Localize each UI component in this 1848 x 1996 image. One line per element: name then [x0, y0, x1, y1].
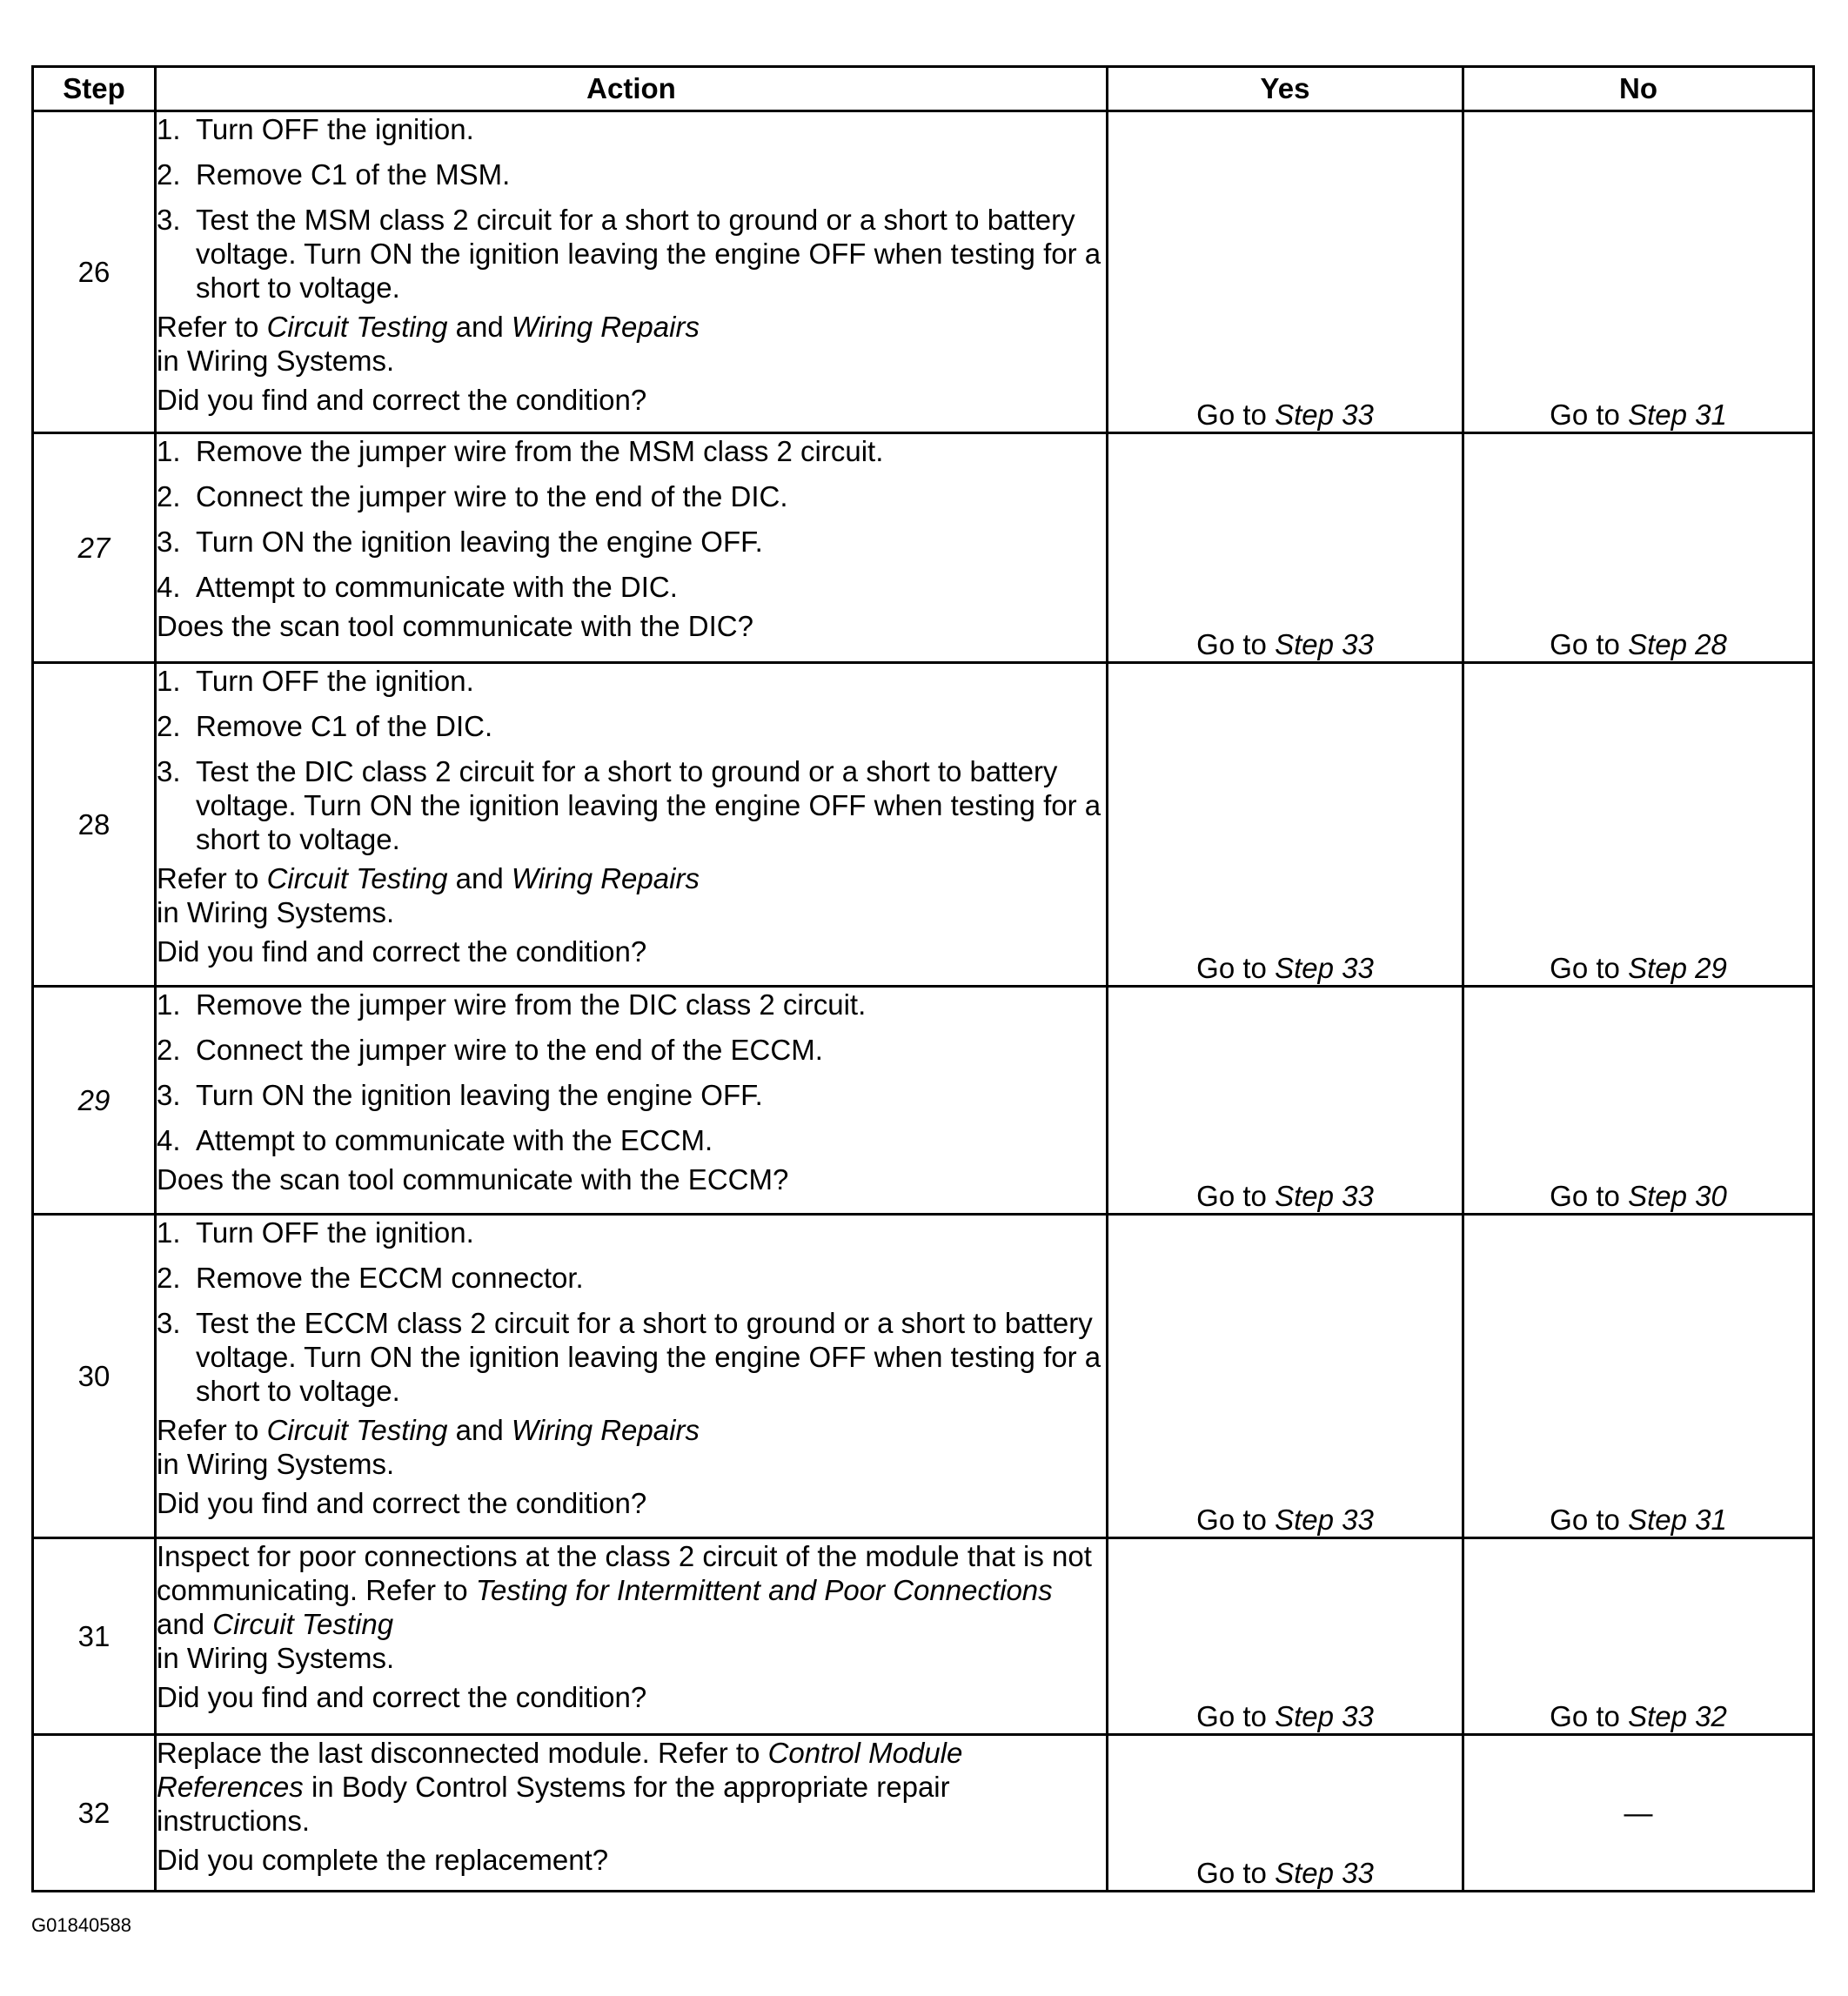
step-number: 28 — [33, 663, 156, 987]
list-item: 2. Remove the ECCM connector. — [157, 1262, 584, 1294]
action-cell — [156, 1735, 1108, 1892]
yes-result: Go to Step 33 — [1108, 663, 1463, 987]
yes-result: Go to Step 33 — [1108, 987, 1463, 1215]
action-steps — [157, 988, 1106, 1157]
table-row — [33, 433, 1814, 663]
no-result: Go to Step 28 — [1463, 433, 1814, 663]
no-result-dash: — — [1463, 1735, 1814, 1892]
question: Does the scan tool communicate with the ECCM? — [157, 1163, 789, 1196]
yes-result: Go to Step 33 — [1108, 1215, 1463, 1538]
list-item: 1. Remove the jumper wire from the DIC class 2 circuit. — [157, 988, 867, 1021]
yes-result: Go to Step 33 — [1108, 1735, 1463, 1892]
question: Does the scan tool communicate with the DIC? — [157, 610, 753, 642]
action-steps — [157, 112, 1106, 305]
question: Did you find and correct the condition? — [157, 384, 647, 416]
question: Did you find and correct the condition? — [157, 1681, 647, 1713]
action-steps — [157, 1216, 1106, 1408]
question: Did you find and correct the condition? — [157, 1487, 647, 1519]
step-number: 27 — [33, 433, 156, 663]
step-number: 30 — [33, 1215, 156, 1538]
action-steps — [157, 664, 1106, 856]
no-result: Go to Step 31 — [1463, 1215, 1814, 1538]
step-number: 29 — [33, 987, 156, 1215]
list-item: 4. Attempt to communicate with the ECCM. — [157, 1124, 713, 1156]
table-row — [33, 987, 1814, 1215]
yes-result: Go to Step 33 — [1108, 433, 1463, 663]
table-row — [33, 1538, 1814, 1735]
action-cell — [156, 1215, 1108, 1538]
list-item: 1. Turn OFF the ignition. — [157, 113, 474, 145]
list-item: 3. Test the DIC class 2 circuit for a short to ground or a short to battery voltage. Turn ON the ignition leaving the engine OFF when testing for a short to voltage. — [157, 755, 1101, 855]
list-item: 2. Remove C1 of the MSM. — [157, 158, 511, 191]
list-item: 2. Connect the jumper wire to the end of the ECCM. — [157, 1034, 823, 1066]
diagnostic-table — [31, 65, 1815, 1892]
no-result: Go to Step 31 — [1463, 111, 1814, 433]
figure-id: G01840588 — [31, 1914, 131, 1936]
header-action: Action — [156, 67, 1108, 111]
action-cell — [156, 1538, 1108, 1735]
header-no: No — [1463, 67, 1814, 111]
list-item: 3. Test the ECCM class 2 circuit for a short to ground or a short to battery voltage. Turn ON the ignition leaving the engine OFF when testing for a short to voltage. — [157, 1307, 1101, 1407]
action-cell — [156, 111, 1108, 433]
action-cell — [156, 433, 1108, 663]
question: Did you complete the replacement? — [157, 1844, 609, 1876]
no-result: Go to Step 29 — [1463, 663, 1814, 987]
table-row — [33, 1215, 1814, 1538]
reference-note: Refer to Circuit Testing and Wiring Repairs in Wiring Systems. — [157, 862, 700, 928]
step-number: 31 — [33, 1538, 156, 1735]
reference-note: Refer to Circuit Testing and Wiring Repairs in Wiring Systems. — [157, 311, 700, 377]
instruction-text: Replace the last disconnected module. Refer to Control Module References in Body Control Systems for the appropriate repair instructions. — [157, 1737, 963, 1837]
question: Did you find and correct the condition? — [157, 935, 647, 968]
yes-result: Go to Step 33 — [1108, 1538, 1463, 1735]
table-row — [33, 1735, 1814, 1892]
list-item: 1. Remove the jumper wire from the MSM class 2 circuit. — [157, 435, 884, 467]
instruction-text: Inspect for poor connections at the class 2 circuit of the module that is not communicating. Refer to Testing for Intermittent and Poor Connections and Circuit Testing in Wiring Systems. — [157, 1540, 1092, 1674]
step-number: 32 — [33, 1735, 156, 1892]
list-item: 2. Remove C1 of the DIC. — [157, 710, 493, 742]
header-step: Step — [33, 67, 156, 111]
step-number: 26 — [33, 111, 156, 433]
header-yes: Yes — [1108, 67, 1463, 111]
list-item: 4. Attempt to communicate with the DIC. — [157, 571, 678, 603]
table-row — [33, 663, 1814, 987]
action-steps — [157, 434, 1106, 604]
list-item: 1. Turn OFF the ignition. — [157, 665, 474, 697]
list-item: 1. Turn OFF the ignition. — [157, 1216, 474, 1249]
reference-note: Refer to Circuit Testing and Wiring Repairs in Wiring Systems. — [157, 1414, 700, 1480]
list-item: 3. Turn ON the ignition leaving the engine OFF. — [157, 1079, 763, 1111]
list-item: 2. Connect the jumper wire to the end of the DIC. — [157, 480, 788, 512]
table-row — [33, 111, 1814, 433]
list-item: 3. Turn ON the ignition leaving the engine OFF. — [157, 526, 763, 558]
no-result: Go to Step 30 — [1463, 987, 1814, 1215]
header-row — [33, 67, 1814, 111]
action-cell — [156, 663, 1108, 987]
no-result: Go to Step 32 — [1463, 1538, 1814, 1735]
action-cell — [156, 987, 1108, 1215]
yes-result: Go to Step 33 — [1108, 111, 1463, 433]
list-item: 3. Test the MSM class 2 circuit for a short to ground or a short to battery voltage. Turn ON the ignition leaving the engine OFF when testing for a short to voltage. — [157, 204, 1101, 304]
